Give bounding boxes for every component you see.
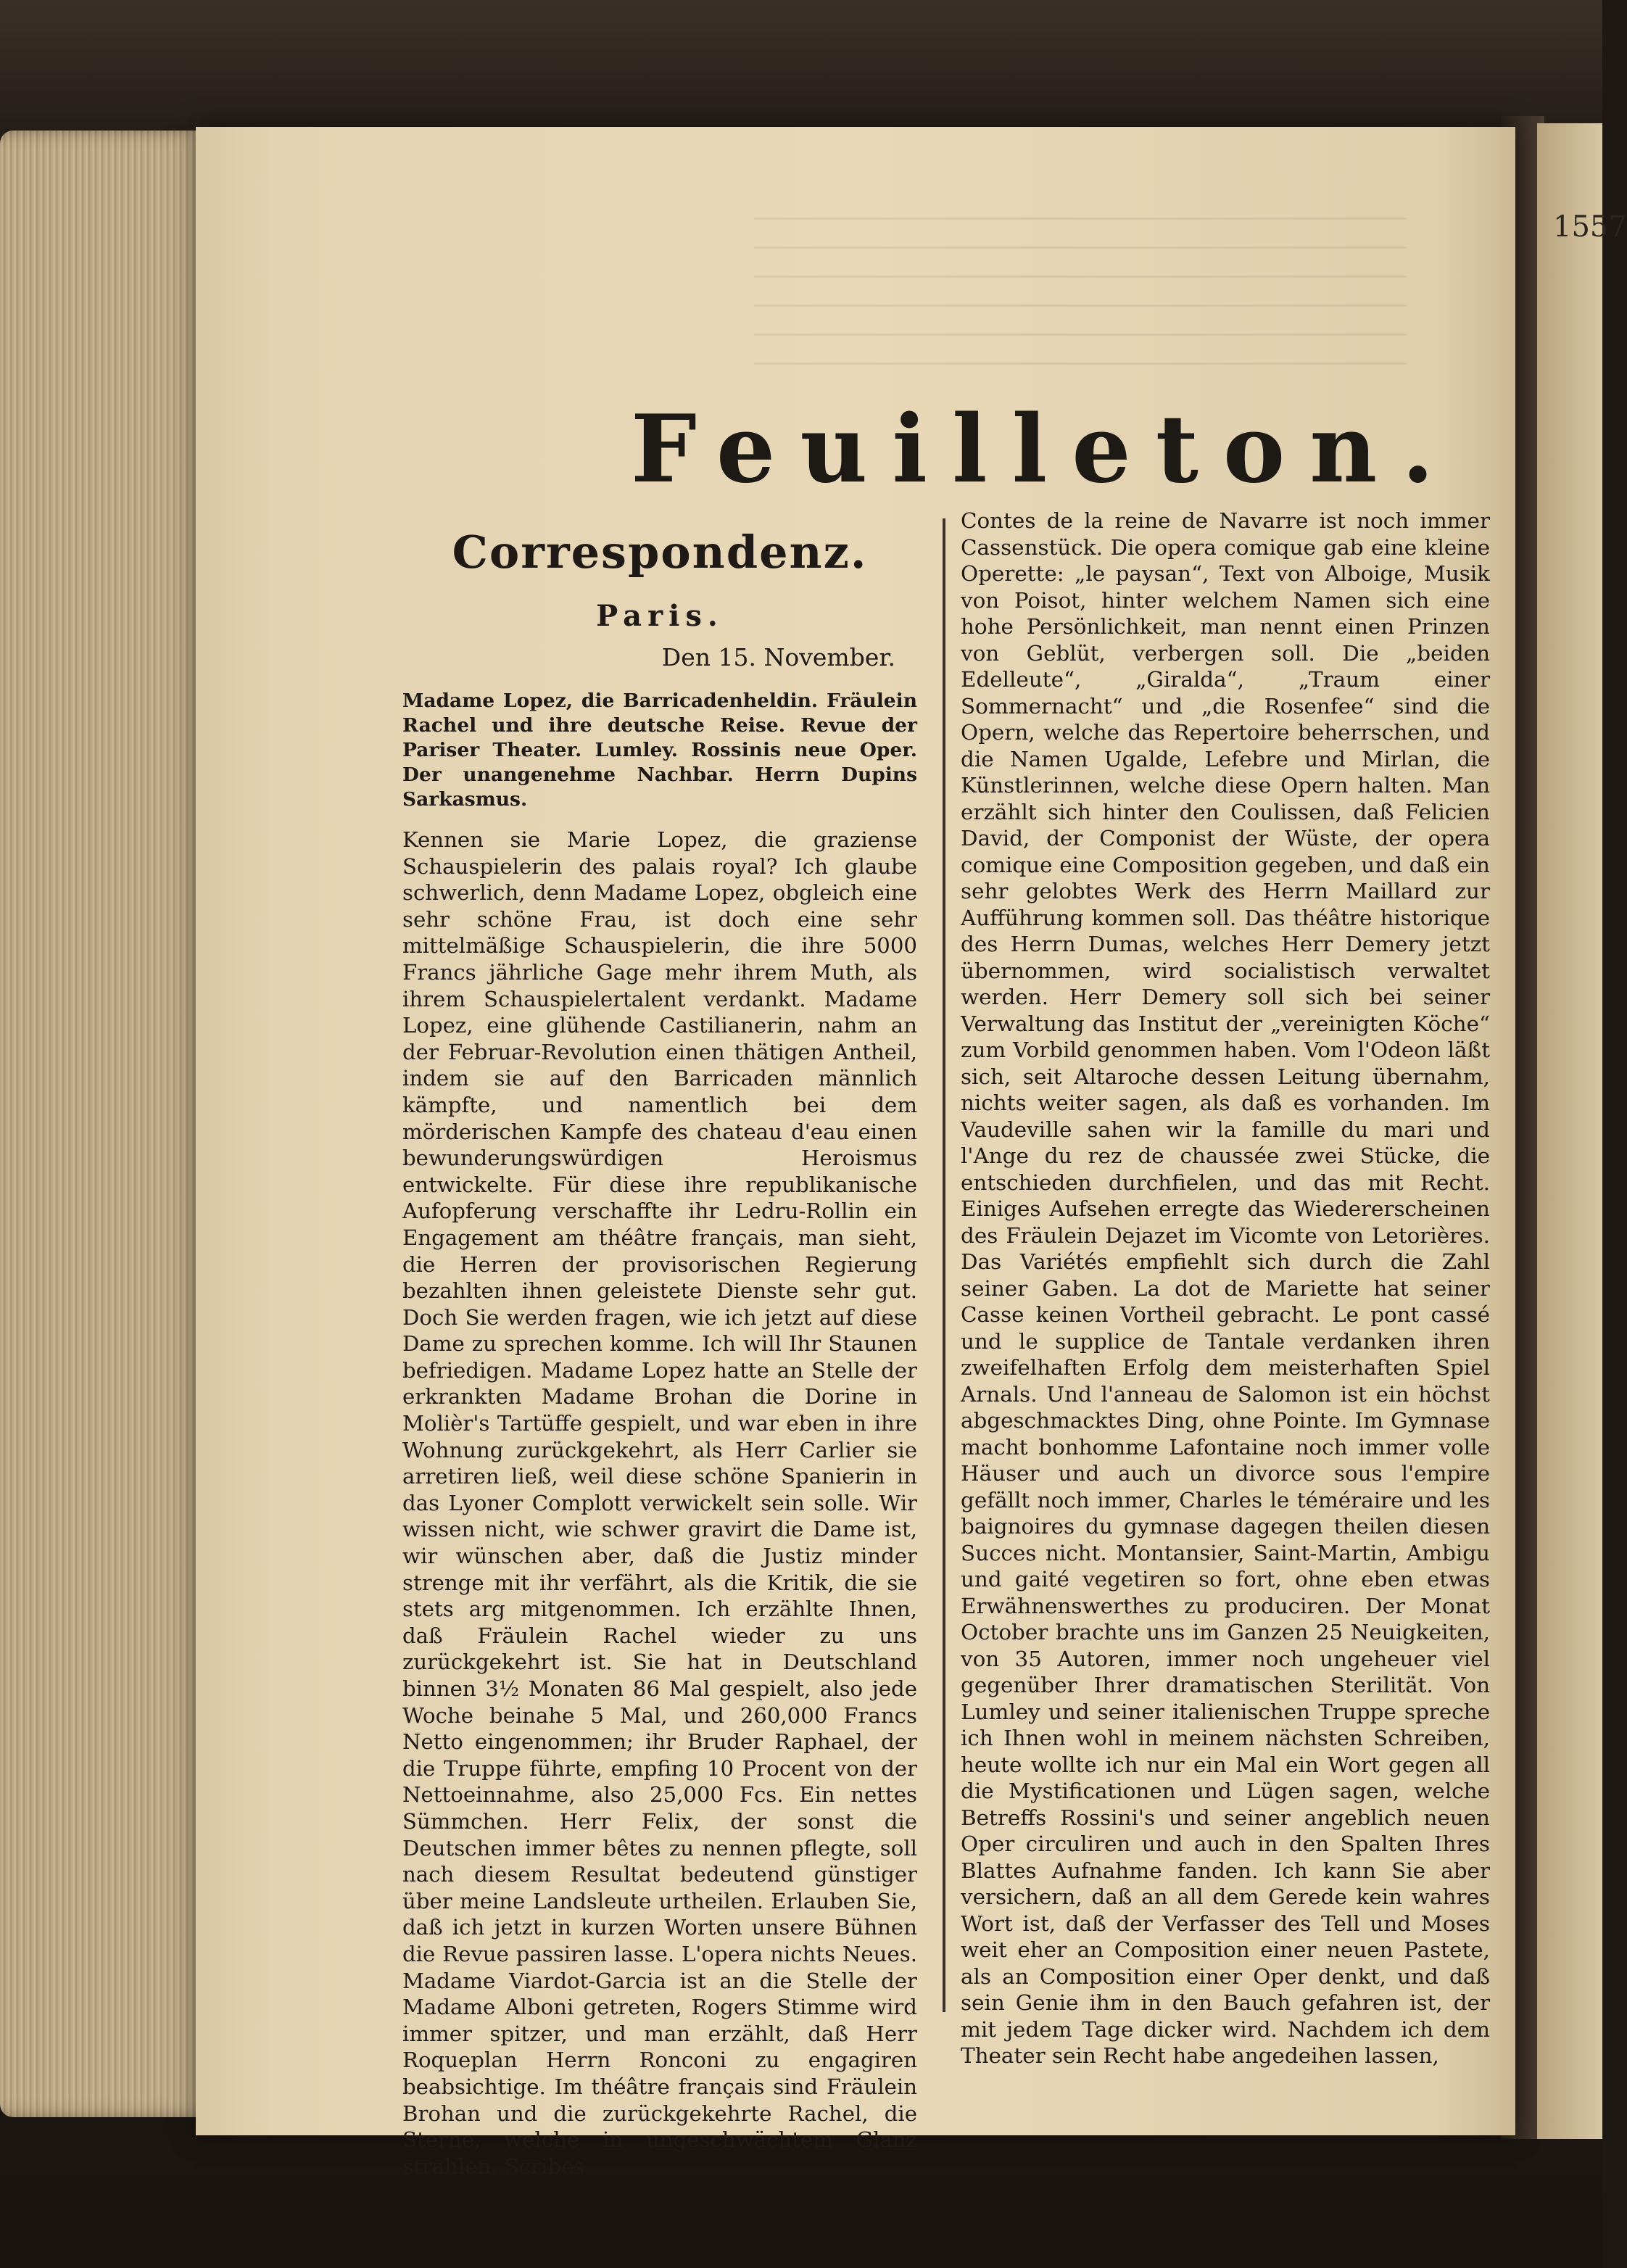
article-summary: Madame Lopez, die Barricadenheldin. Fräulein Rachel und ihre deutsche Reise. Revue der Pariser Theater. Lumley. Rossinis neue Oper. Der unangenehme Nachbar. Herrn Dupins Sarkasmus. bbox=[402, 690, 917, 811]
facing-page bbox=[1537, 123, 1627, 2139]
right-column-text: Contes de la reine de Navarre ist noch immer Cassenstück. Die opera comique gab eine kleine Operette: „le paysan“, Text von Alboige, Musik von Poisot, hinter welchem Namen sich eine hohe Persönlichkeit, man nennt einen Prinzen von Geblüt, verbergen soll. Die „beiden Edelleute“, „Giralda“, „Traum einer Sommernacht“ und „die Rosenfee“ sind die Opern, welche das Repertoire beherrschen, und die Namen Ugalde, Lefebre und Mirlan, die Künstlerinnen, welche diese Opern halten. Man erzählt sich hinter den Coulissen, daß Felicien David, der Componist der Wüste, der opera comique eine Composition gegeben, und daß ein sehr gelobtes Werk des Herrn Maillard zur Aufführung kommen soll. Das théâtre historique des Herrn Dumas, welches Herr Demery jetzt übernommen, wird socialistisch verwaltet werden. Herr Demery soll sich bei seiner Verwaltung das Institut der „vereinigten Köche“ zum Vorbild genommen haben. Vom l'Odeon läßt sich, seit Altaroche dessen Leitung übernahm, nichts weiter sagen, als daß es vorhanden. Im Vaudeville sahen wir la famille du mari und l'Ange du rez de chaussée zwei Stücke, die entschieden durchfielen, und das mit Recht. Einiges Aufsehen erregte das Wiedererscheinen des Fräulein Dejazet im Vicomte von Letorières. Das Variétés empfiehlt sich durch die Zahl seiner Gaben. La dot de Mariette hat seiner Casse keinen Vortheil gebracht. Le pont cassé und le supplice de Tantale verdanken ihren zweifelhaften Erfolg dem meisterhaften Spiel Arnals. Und l'anneau de Salomon ist ein höchst abgeschmacktes Ding, ohne Pointe. Im Gymnase macht bonhomme Lafontaine noch immer volle Häuser und auch un divorce sous l'empire gefällt noch immer, Charles le téméraire und les baignoires du gymnase dagegen theilen diesen Succes nicht. Montansier, Saint-Martin, Ambigu und gaité vegetiren so fort, ohne eben etwas Erwähnenswerthes zu produciren. Der Monat October brachte uns im Ganzen 25 Neuigkeiten, von 35 Autoren, immer noch ungeheuer viel gegenüber Ihrer dramatischen Sterilität. Von Lumley und seiner italienischen Truppe spreche ich Ihnen wohl in meinem nächsten Schreiben, heute wollte ich nur ein Mal ein Wort gegen all die Mystificationen und Lügen sagen, welche Betreffs Rossini's und seiner angeblich neuen Oper circuliren und auch in den Spalten Ihres Blattes Aufnahme fanden. Ich kann Sie aber versichern, daß an all dem Gerede kein wahres Wort ist, daß der Verfasser des Tell und Moses weit eher an Composition einer neuen Pastete, als an Composition einer Oper denkt, und daß sein Genie ihm in den Bauch gefahren ist, der mit jedem Tage dicker wird. Nachdem ich dem Theater sein Recht habe angedeihen lassen, bbox=[961, 508, 1490, 2068]
dateline-place: Paris. bbox=[596, 599, 724, 633]
right-column bbox=[961, 508, 1490, 2069]
book-page-edges bbox=[0, 131, 218, 2117]
facing-page-number: 1557 bbox=[1553, 210, 1627, 244]
column-rule bbox=[943, 518, 945, 2012]
left-column-text: Kennen sie Marie Lopez, die graziense Schauspielerin des palais royal? Ich glaube schwerlich, denn Madame Lopez, obgleich eine sehr schöne Frau, ist doch eine sehr mittelmäßige Schauspielerin, die ihre 5000 Francs jährliche Gage mehr ihrem Muth, als ihrem Schauspielertalent verdankt. Madame Lopez, eine glühende Castilianerin, nahm an der Februar-Revolution einen thätigen Antheil, indem sie auf den Barricaden männlich kämpfte, und namentlich bei dem mörderischen Kampfe des chateau d'eau einen bewunderungswürdigen Heroismus entwickelte. Für diese ihre republikanische Aufopferung verschaffte ihr Ledru-Rollin ein Engagement am théâtre français, man sieht, die Herren der provisorischen Regierung bezahlten ihnen geleistete Dienste sehr gut. Doch Sie werden fragen, wie ich jetzt auf diese Dame zu sprechen komme. Ich will Ihr Staunen befriedigen. Madame Lopez hatte an Stelle der erkrankten Madame Brohan die Dorine in Molièr's Tartüffe gespielt, und war eben in ihre Wohnung zurückgekehrt, als Herr Carlier sie arretiren ließ, weil diese schöne Spanierin in das Lyoner Complott verwickelt sein solle. Wir wissen nicht, wie schwer gravirt die Dame ist, wir wünschen aber, daß die Justiz minder strenge mit ihr verfährt, als die Kritik, die sie stets arg mitgenommen. Ich erzählte Ihnen, daß Fräulein Rachel wieder zu uns zurückgekehrt ist. Sie hat in Deutschland binnen 3½ Monaten 86 Mal gespielt, also jede Woche beinahe 5 Mal, und 260,000 Francs Netto eingenommen; ihr Bruder Raphael, der die Truppe führte, empfing 10 Procent von der Nettoeinnahme, also 25,000 Fcs. Ein nettes Sümmchen. Herr Felix, der sonst die Deutschen immer bêtes zu nennen pflegte, soll nach diesem Resultat bedeutend günstiger über meine Landsleute urtheilen. Erlauben Sie, daß ich jetzt in kurzen Worten unsere Bühnen die Revue passiren lasse. L'opera nichts Neues. Madame Viardot-Garcia ist an die Stelle der Madame Alboni getreten, Rogers Stimme wird immer spitzer, und man erzählt, daß Herr Roqueplan Herrn Ronconi zu engagiren beabsichtige. Im théâtre français sind Fräulein Brohan und die zurückgekehrte Rachel, die Sterne, welche in ungeschwächtem Glanz strahlen. Scribes bbox=[402, 827, 917, 2179]
bleed-through-text bbox=[754, 218, 1407, 392]
left-column bbox=[402, 526, 917, 2180]
dateline-date: Den 15. November. bbox=[661, 643, 895, 671]
feuilleton-masthead: Feuilleton. bbox=[631, 395, 1459, 504]
section-title: Correspondenz. bbox=[452, 526, 868, 579]
